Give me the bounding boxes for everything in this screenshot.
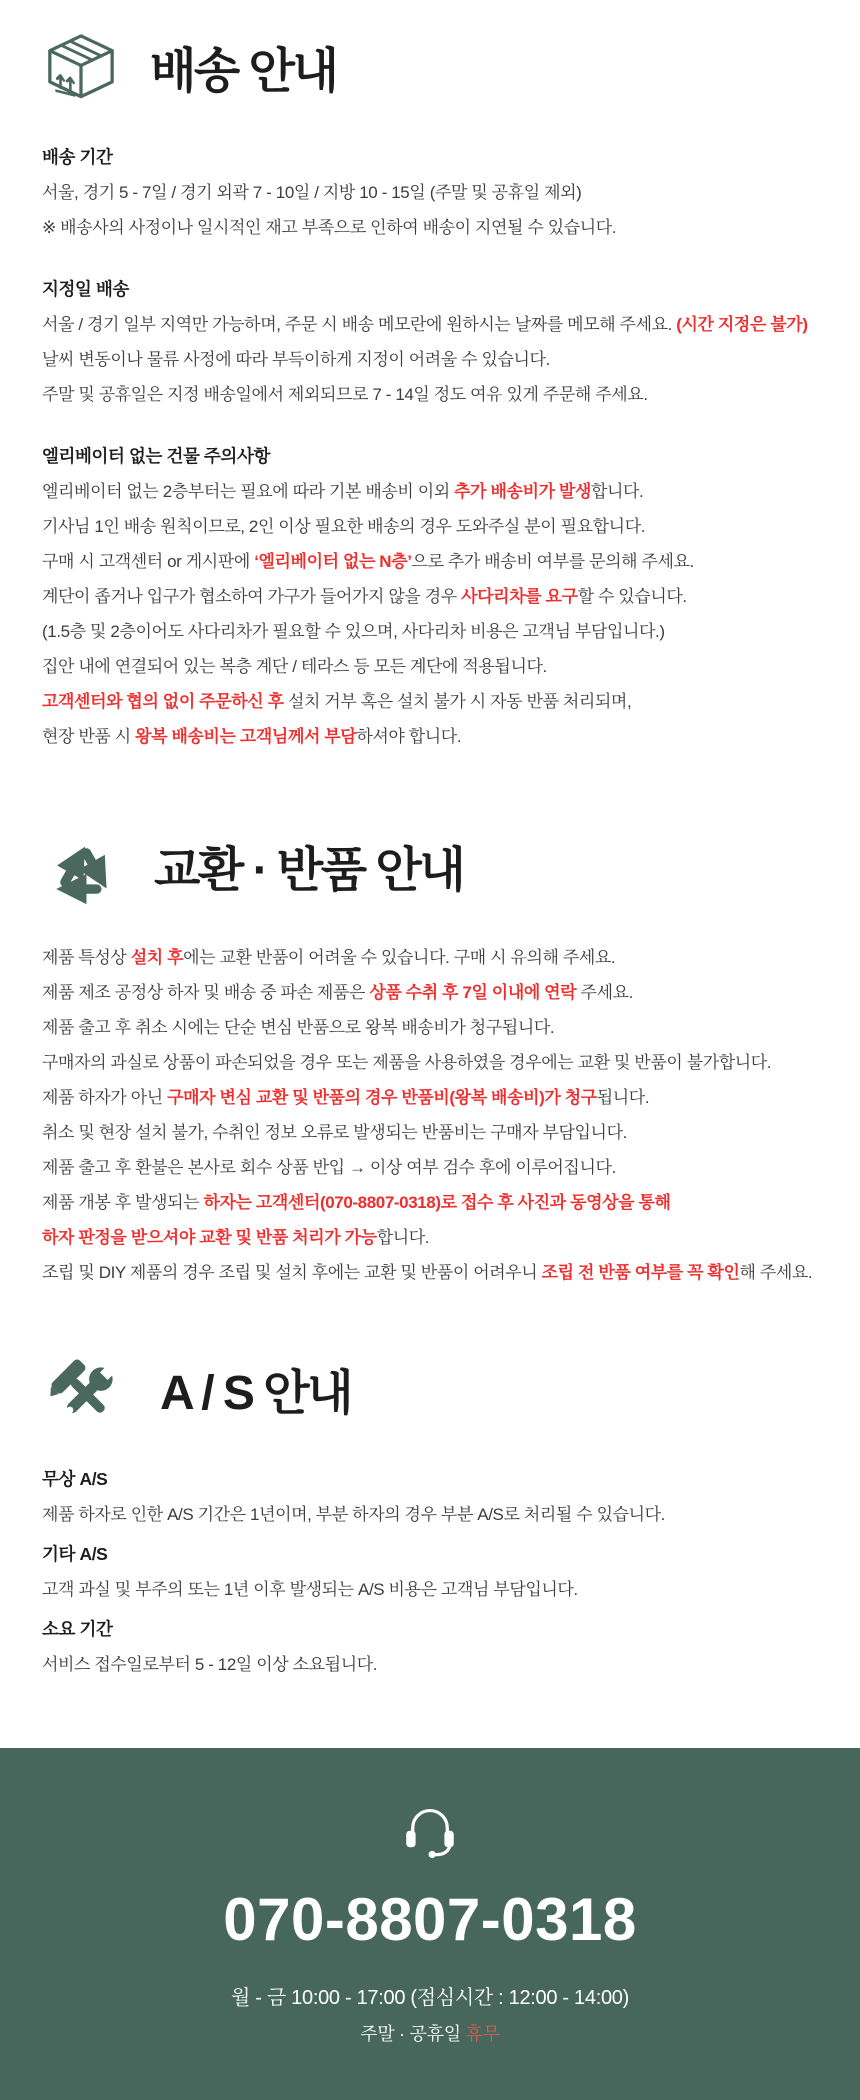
section-after-service [0,1352,860,1682]
holiday-closed-notice [0,2023,860,2046]
highlight-text: 상품 수취 후 7일 이내에 연락 [369,983,577,1002]
text-line: 엘리베이터 없는 2층부터는 필요에 따라 기본 배송비 이외 추가 배송비가 발생합니다. [42,482,644,501]
section-shipping-body [0,140,860,754]
subheading: 지정일 배송 [42,279,129,299]
text-line: 하자 판정을 받으셔야 교환 및 반품 처리가 가능합니다. [42,1228,430,1247]
subheading: 무상 A/S [42,1469,108,1489]
text-line: 제품 특성상 설치 후에는 교환 반품이 어려울 수 있습니다. 구매 시 유의해 주세요. [42,948,616,967]
recycle-icon [40,828,126,914]
highlight-text: 설치 후 [130,948,184,967]
text-line: 집안 내에 연결되어 있는 복층 계단 / 테라스 등 모든 계단에 적용됩니다. [42,657,547,676]
text-line: 주말 · 공휴일 휴무 [360,2024,500,2044]
text-line: 제품 하자가 아닌 구매자 변심 교환 및 반품의 경우 반품비(왕복 배송비)가 청구됩니다. [42,1088,650,1107]
highlight-text: ‘엘리베이터 없는 N층’ [254,552,412,571]
text-line: 제품 하자로 인한 A/S 기간은 1년이며, 부분 하자의 경우 부분 A/S로 처리될 수 있습니다. [42,1505,665,1524]
text-line: 날씨 변동이나 물류 사정에 따라 부득이하게 지정이 어려울 수 있습니다. [42,350,550,369]
section-as-body [0,1462,860,1682]
text-line: 주말 및 공휴일은 지정 배송일에서 제외되므로 7 - 14일 정도 여유 있게 주문해 주세요. [42,385,648,404]
highlight-text: 추가 배송비가 발생 [454,482,591,501]
highlight-text: 고객센터와 협의 없이 주문하신 후 [42,692,288,711]
highlight-text: 사다리차를 요구 [461,587,578,606]
section-exchange-body [0,940,860,1290]
section-shipping-title: 배송 안내 [150,44,337,98]
box-icon [40,30,122,114]
headset-icon [394,1794,466,1866]
text-line: 구매자의 과실로 상품이 파손되었을 경우 또는 제품을 사용하였을 경우에는 교환 및 반품이 불가합니다. [42,1053,772,1072]
text-line: 제품 출고 후 취소 시에는 단순 변심 반품으로 왕복 배송비가 청구됩니다. [42,1018,555,1037]
text-line: 조립 및 DIY 제품의 경우 조립 및 설치 후에는 교환 및 반품이 어려우니 조립 전 반품 여부를 꼭 확인해 주세요. [42,1263,813,1282]
highlight-text: 하자는 고객센터(070-8807-0318)로 접수 후 사진과 동영상을 통해 [203,1193,671,1212]
subheading: 소요 기간 [42,1619,113,1639]
text-line: (1.5층 및 2층이어도 사다리차가 필요할 수 있으며, 사다리차 비용은 고객님 부담입니다.) [42,622,665,641]
phone-number: 070-8807-0318 [223,1886,637,1953]
text-line: ※ 배송사의 사정이나 일시적인 재고 부족으로 인하여 배송이 지연될 수 있습니다. [42,218,617,237]
text-line: 구매 시 고객센터 or 게시판에 ‘엘리베이터 없는 N층’으로 추가 배송비 여부를 문의해 주세요. [42,552,694,571]
section-shipping-header [0,30,860,114]
section-exchange-title: 교환 · 반품 안내 [154,843,464,897]
tools-icon [40,1352,132,1436]
text-line: 기사님 1인 배송 원칙이므로, 2인 이상 필요한 배송의 경우 도와주실 분이 필요합니다. [42,517,646,536]
text-line: 계단이 좁거나 입구가 협소하여 가구가 들어가지 않을 경우 사다리차를 요구할 수 있습니다. [42,587,687,606]
section-exchange-header [0,828,860,914]
highlight-text: (시간 지정은 불가) [676,315,808,334]
text-line: 제품 출고 후 환불은 본사로 회수 상품 반입 → 이상 여부 검수 후에 이루어집니다. [42,1158,616,1177]
text-line: 고객 과실 및 부주의 또는 1년 이후 발생되는 A/S 비용은 고객님 부담입니다. [42,1580,578,1599]
text-line: 고객센터와 협의 없이 주문하신 후 설치 거부 혹은 설치 불가 시 자동 반품 처리되며, [42,692,632,711]
customer-center-footer [0,1748,860,2100]
text-line: 제품 개봉 후 발생되는 하자는 고객센터(070-8807-0318)로 접수 후 사진과 동영상을 통해 [42,1193,671,1212]
text-line: 서울, 경기 5 - 7일 / 경기 외곽 7 - 10일 / 지방 10 - 15일 (주말 및 공휴일 제외) [42,183,582,202]
section-as-title: A / S 안내 [160,1366,351,1420]
text-line: 현장 반품 시 왕복 배송비는 고객님께서 부담하셔야 합니다. [42,727,462,746]
highlight-text: 구매자 변심 교환 및 반품의 경우 반품비(왕복 배송비)가 청구 [167,1088,597,1107]
section-as-header [0,1352,860,1436]
highlight-text: 조립 전 반품 여부를 꼭 확인 [541,1263,740,1282]
subheading: 기타 A/S [42,1544,108,1564]
text-line: 취소 및 현장 설치 불가, 수취인 정보 오류로 발생되는 반품비는 구매자 부담입니다. [42,1123,627,1142]
section-exchange-return [0,828,860,1290]
text-line: 서울 / 경기 일부 지역만 가능하며, 주문 시 배송 메모란에 원하시는 날짜를 메모해 주세요. (시간 지정은 불가) [42,315,808,334]
text-line: 서비스 접수일로부터 5 - 12일 이상 소요됩니다. [42,1655,378,1674]
highlight-text: 하자 판정을 받으셔야 교환 및 반품 처리가 가능 [42,1228,377,1247]
highlight-text: 휴무 [465,2024,500,2044]
subheading: 엘리베이터 없는 건물 주의사항 [42,446,270,466]
text-line: 제품 제조 공정상 하자 및 배송 중 파손 제품은 상품 수취 후 7일 이내에 연락 주세요. [42,983,633,1002]
subheading: 배송 기간 [42,147,113,167]
highlight-text: 왕복 배송비는 고객님께서 부담 [135,727,357,746]
business-hours: 월 - 금 10:00 - 17:00 (점심시간 : 12:00 - 14:00) [231,1987,629,2009]
section-shipping [0,30,860,754]
